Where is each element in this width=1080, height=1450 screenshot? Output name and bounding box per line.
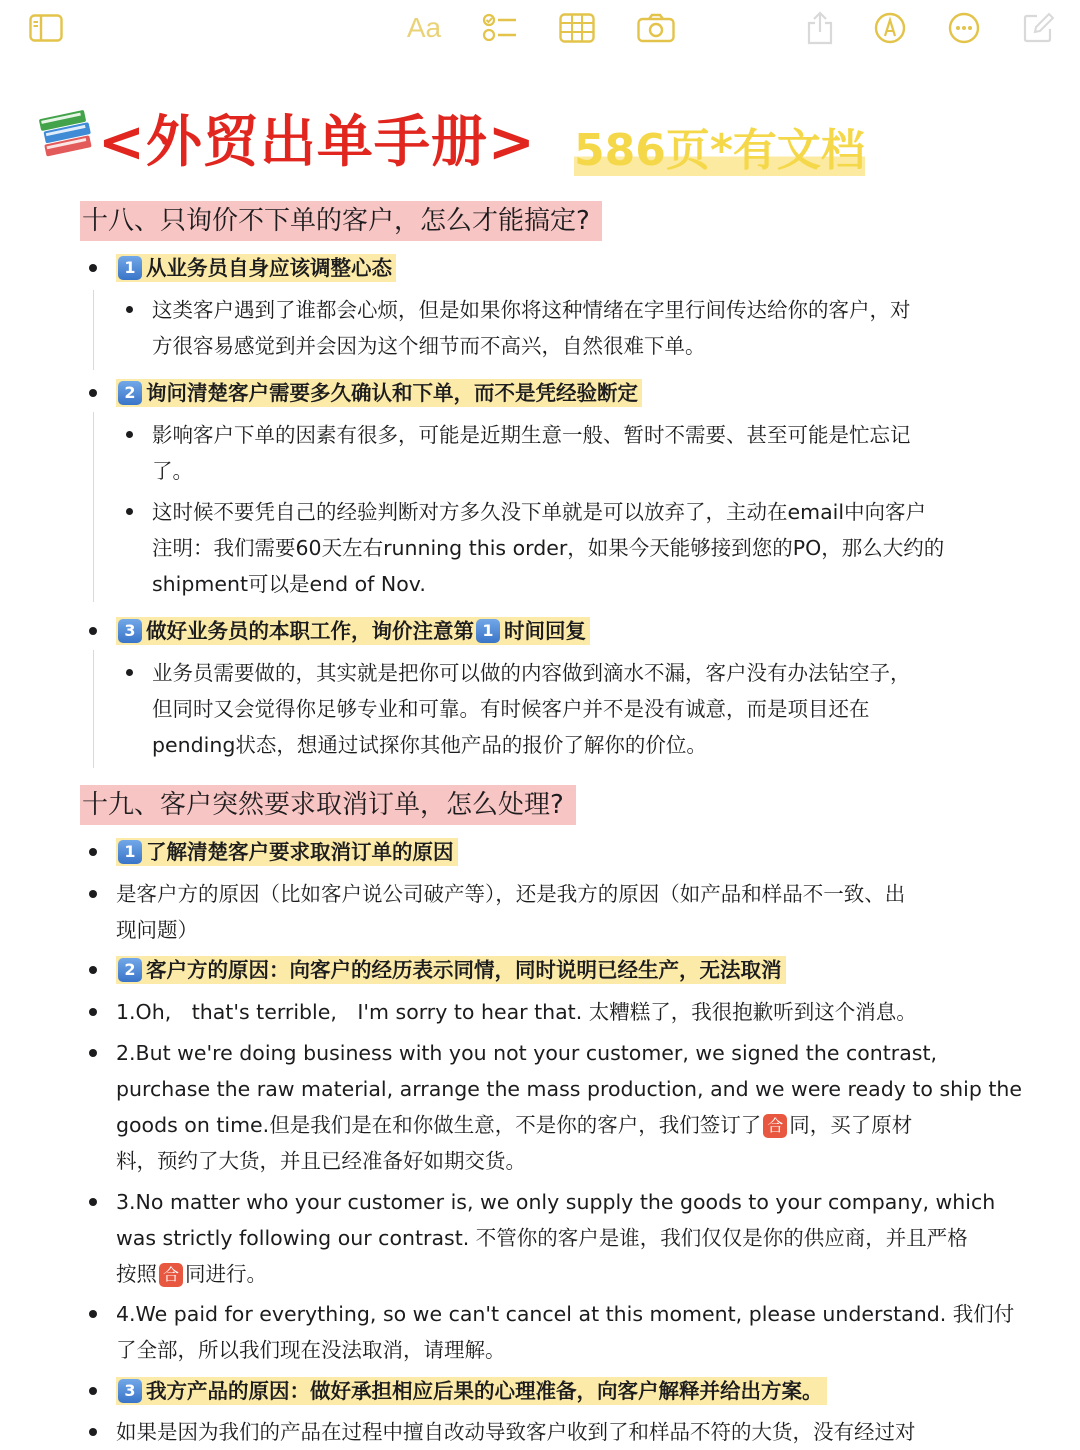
number-badge: 1 (476, 619, 500, 643)
list-item-line: 料，预约了大货，并且已经准备好如期交货。 (116, 1149, 526, 1173)
number-badge: 2 (118, 381, 142, 405)
highlight: 1 从业务员自身应该调整心态 (116, 254, 396, 282)
list-item-line: 注明：我们需要60天左右running this order，如果今天能够接到您的PO，那么大约的 (152, 536, 945, 560)
list-item-line: was strictly following our contrast. 不管你的客户是谁，我们仅仅是你的供应商，并且严格 (116, 1226, 968, 1250)
number-badge: 3 (118, 619, 142, 643)
note-title (36, 96, 1056, 176)
list-item-line: 了全部，所以我们现在没法取消，请理解。 (116, 1338, 506, 1362)
list-item-line: 3.No matter who your customer is, we only supply the goods to your company, which (116, 1190, 996, 1214)
section-19-heading: 十九、客户突然要求取消订单，怎么处理? (80, 785, 576, 825)
bullet (89, 389, 97, 397)
notes-toolbar (0, 0, 1080, 58)
he-emoji-icon: 合 (159, 1263, 183, 1287)
list-item-line: 了。 (152, 459, 193, 483)
bullet (89, 1310, 97, 1318)
highlight: 1 了解清楚客户要求取消订单的原因 (116, 838, 458, 866)
bullet (89, 1049, 97, 1057)
bullet (89, 1008, 97, 1016)
bullet (89, 966, 97, 974)
bullet (126, 431, 133, 438)
number-badge: 2 (118, 958, 142, 982)
checklist-icon (482, 12, 518, 44)
list-item-line: 2.But we're doing business with you not your customer, we signed the contrast, (116, 1041, 938, 1065)
bullet (89, 264, 97, 272)
highlight: 3 做好业务员的本职工作，询价注意第 1 时间回复 (116, 617, 590, 645)
list-item-line: pending状态，想通过试探你其他产品的报价了解你的价位。 (152, 733, 707, 757)
markup-button[interactable] (872, 10, 908, 46)
bullet (89, 1387, 97, 1395)
section-18-heading: 十八、只询价不下单的客户，怎么才能搞定? (80, 201, 602, 241)
more-button[interactable] (946, 10, 982, 46)
list-item-line: 4.We paid for everything, so we can't cancel at this moment, please understand. 我们付 (116, 1302, 1015, 1326)
list-item-line: shipment可以是end of Nov. (152, 572, 426, 596)
list-item-line: goods on time.但是我们是在和你做生意，不是你的客户，我们签订了 合 同，买了原材 (116, 1113, 913, 1137)
list-item-line: 按照 合 同进行。 (116, 1262, 267, 1286)
sidebar-toggle-button[interactable] (28, 10, 64, 46)
list-item-line: 但同时又会觉得你足够专业和可靠。有时候客户并不是没有诚意，而是项目还在 (152, 697, 870, 721)
title-sub-text: 586页*有文档 (574, 125, 865, 176)
list-item-line: 这类客户遇到了谁都会心烦，但是如果你将这种情绪在字里行间传达给你的客户，对 (152, 298, 911, 322)
sidebar-icon (29, 14, 63, 42)
bullet (89, 848, 97, 856)
bullet (89, 627, 97, 635)
number-badge: 1 (118, 256, 142, 280)
list-item-line: 现问题） (116, 918, 198, 942)
bullet (126, 306, 133, 313)
books-emoji-icon (36, 102, 96, 162)
share-button[interactable] (804, 10, 836, 46)
list-item (116, 250, 396, 286)
checklist-button[interactable] (480, 10, 520, 46)
list-item-line: purchase the raw material, arrange the mass production, and we were ready to ship the (116, 1077, 1022, 1101)
markup-pen-icon (874, 12, 906, 44)
list-item (116, 952, 786, 988)
bullet (89, 1428, 97, 1436)
bullet (126, 669, 133, 676)
highlight: 2 询问清楚客户需要多久确认和下单，而不是凭经验断定 (116, 379, 642, 407)
title-main-text: <外贸出单手册> (98, 110, 536, 175)
bullet (89, 1198, 97, 1206)
table-icon (559, 13, 595, 43)
number-badge: 3 (118, 1379, 142, 1403)
compose-button[interactable] (1020, 10, 1056, 46)
highlight: 2 客户方的原因：向客户的经历表示同情，同时说明已经生产，无法取消 (116, 956, 786, 984)
more-icon (948, 12, 980, 44)
table-button[interactable] (558, 10, 596, 46)
list-item-line: 这时候不要凭自己的经验判断对方多久没下单就是可以放弃了，主动在email中向客户 (152, 500, 927, 524)
indent-guide (93, 290, 94, 370)
share-icon (806, 11, 834, 45)
he-emoji-icon: 合 (763, 1114, 787, 1138)
number-badge: 1 (118, 840, 142, 864)
bullet (126, 508, 133, 515)
indent-guide (93, 412, 94, 602)
list-item (116, 613, 590, 649)
camera-button[interactable] (636, 10, 676, 46)
list-item (116, 1373, 827, 1409)
compose-icon (1022, 12, 1054, 44)
bullet (89, 890, 97, 898)
indent-guide (93, 650, 94, 768)
list-item-line: 业务员需要做的，其实就是把你可以做的内容做到滴水不漏，客户没有办法钻空子， (152, 661, 911, 685)
list-item-line: 如果是因为我们的产品在过程中擅自改动导致客户收到了和样品不符的大货，没有经过对 (116, 1420, 916, 1444)
camera-icon (637, 13, 675, 43)
list-item-line: 是客户方的原因（比如客户说公司破产等），还是我方的原因（如产品和样品不一致、出 (116, 882, 906, 906)
list-item-line: 1.Oh, that's terrible, I'm sorry to hear that. 太糟糕了，我很抱歉听到这个消息。 (116, 1000, 917, 1024)
list-item-line: 影响客户下单的因素有很多，可能是近期生意一般、暂时不需要、甚至可能是忙忘记 (152, 423, 911, 447)
format-button[interactable]: Aa (406, 12, 442, 43)
list-item (116, 375, 642, 411)
highlight: 3 我方产品的原因：做好承担相应后果的心理准备，向客户解释并给出方案。 (116, 1377, 827, 1405)
list-item (116, 834, 458, 870)
list-item-line: 方很容易感觉到并会因为这个细节而不高兴，自然很难下单。 (152, 334, 706, 358)
